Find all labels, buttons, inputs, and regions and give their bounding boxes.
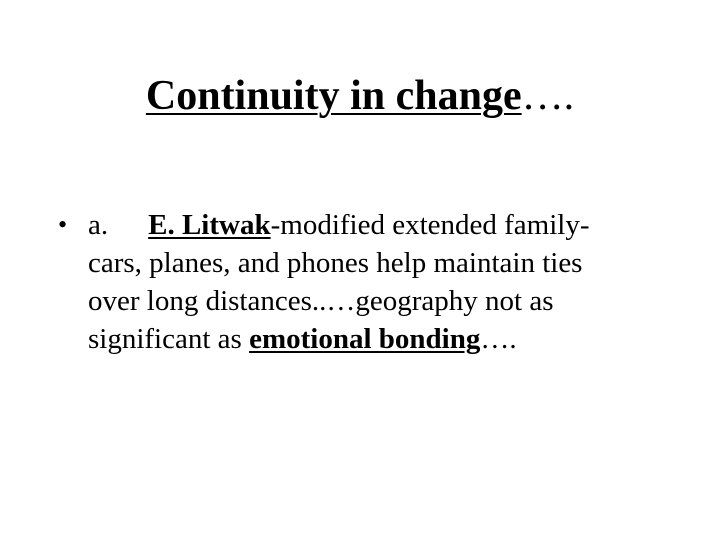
bullet-text-2: cars, planes, and phones help maintain ties bbox=[88, 247, 583, 279]
bullet-text-4-start: significant as bbox=[88, 323, 250, 355]
bullet-text-4-end: …. bbox=[480, 323, 517, 355]
emphasis-text: emotional bonding bbox=[249, 323, 481, 355]
title-main: Continuity in change bbox=[145, 73, 522, 119]
bullet-text-1: -modified extended family- bbox=[270, 209, 590, 241]
bullet-list bbox=[58, 206, 688, 358]
author-name: E. Litwak bbox=[148, 209, 271, 241]
bullet-label: a. bbox=[88, 209, 109, 241]
slide-title bbox=[0, 70, 720, 122]
bullet-item bbox=[58, 206, 688, 358]
bullet-marker: • bbox=[58, 210, 68, 239]
bullet-text-3: over long distances..…geography not as bbox=[88, 285, 554, 317]
title-suffix: …. bbox=[521, 73, 575, 119]
